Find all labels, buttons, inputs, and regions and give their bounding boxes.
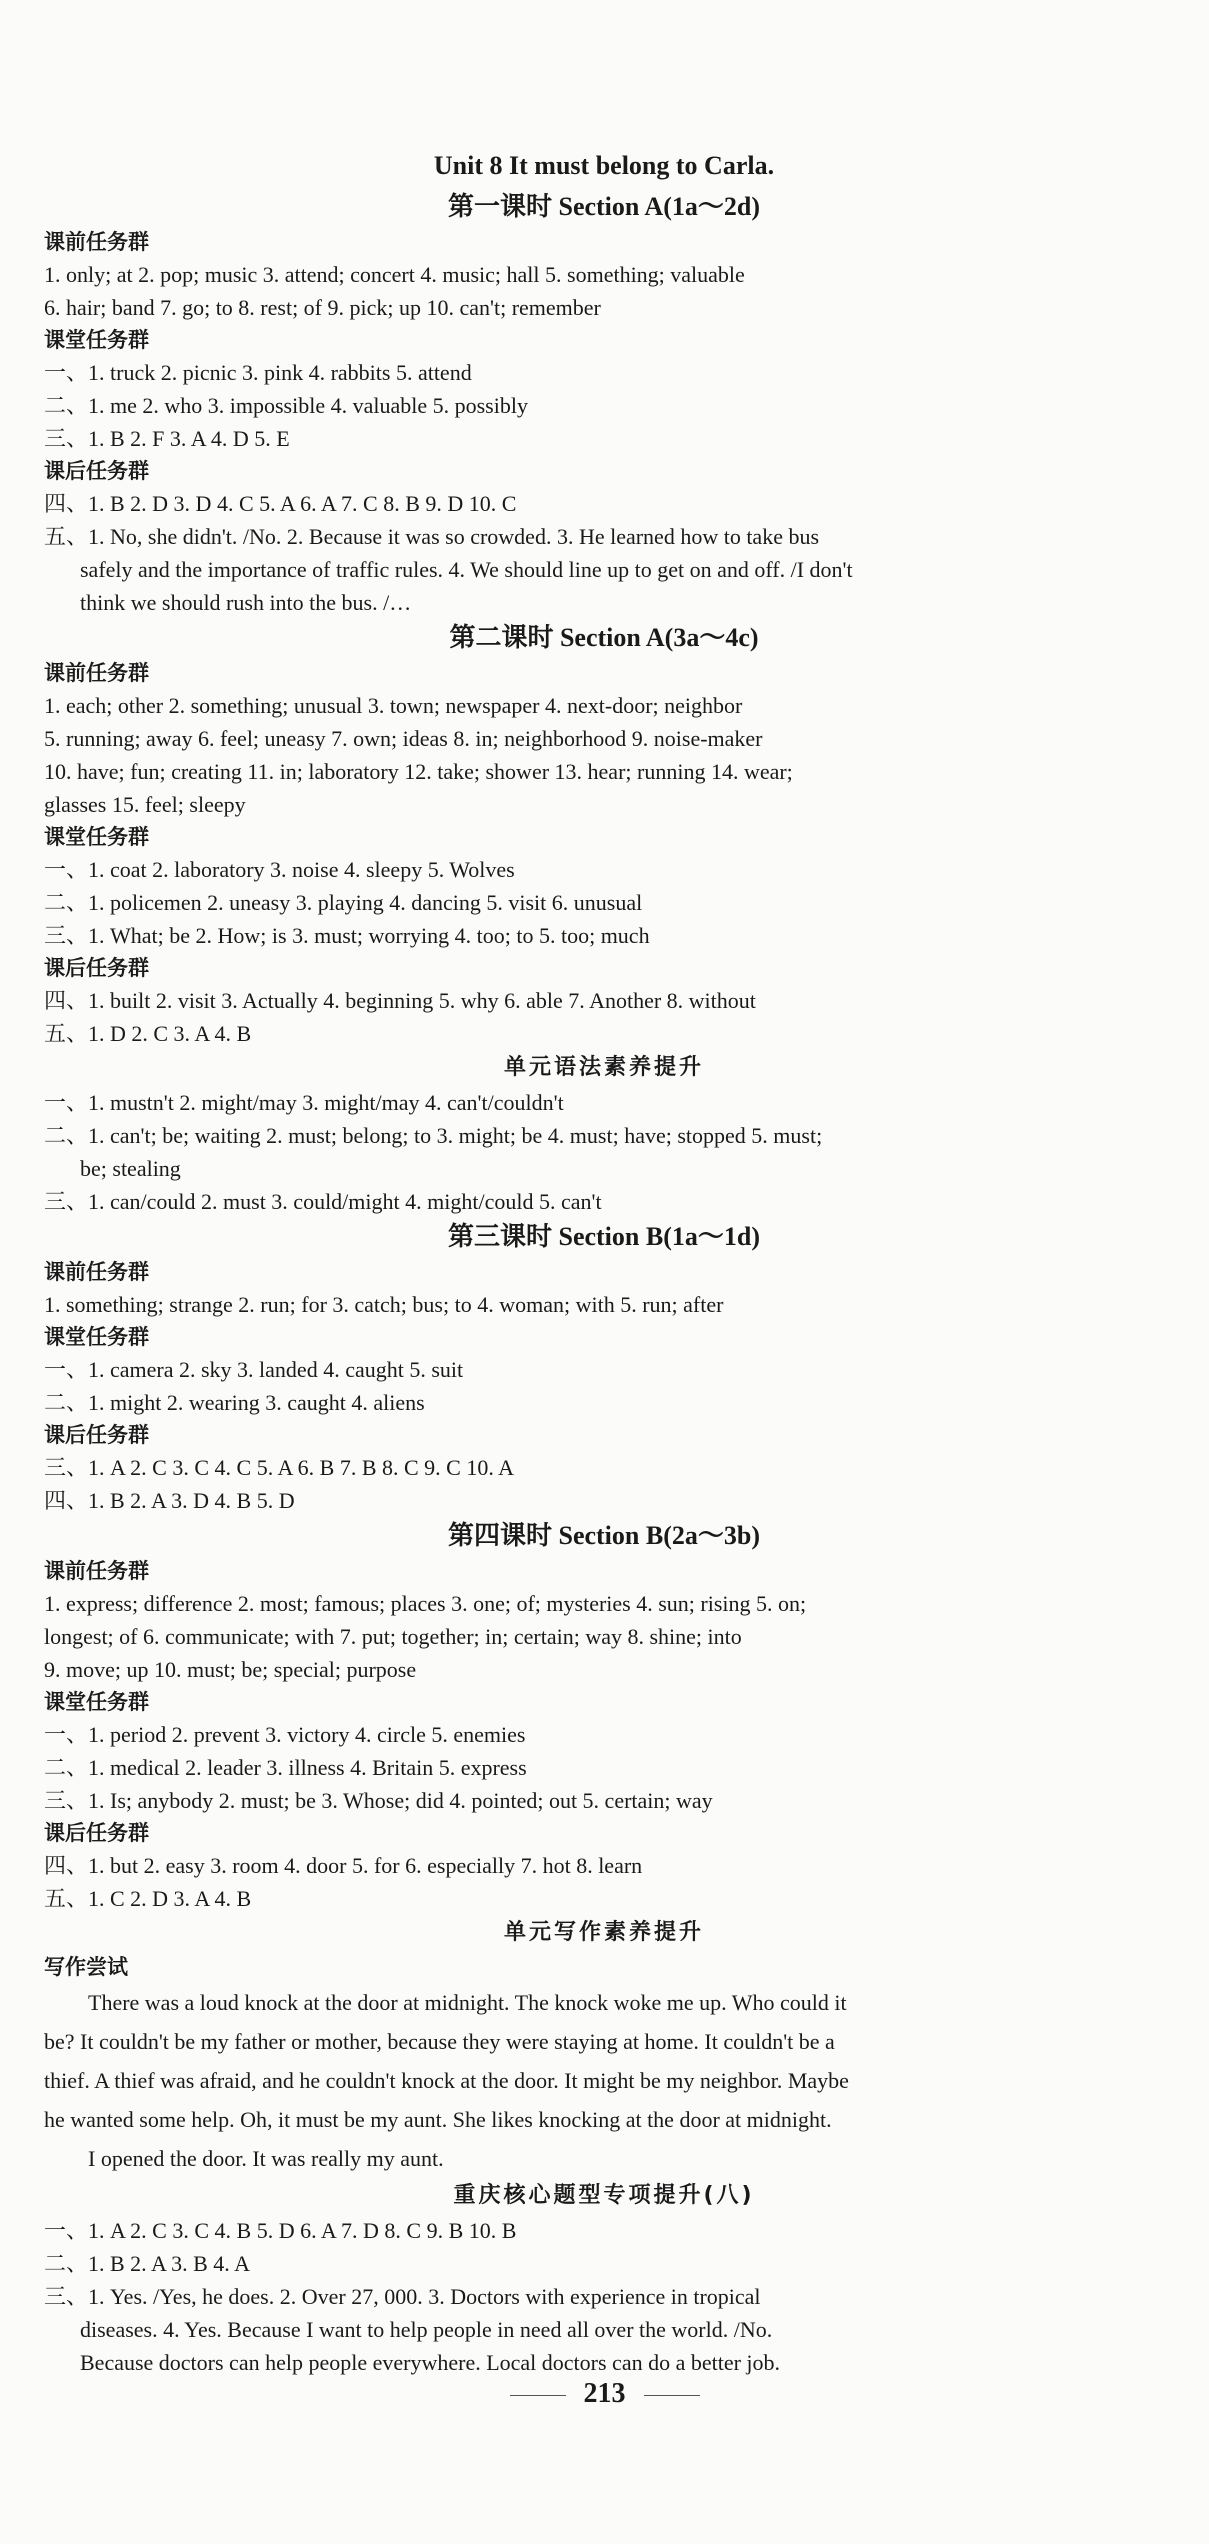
grammar-section-title: 单元语法素养提升 [503, 1055, 704, 1080]
heading: 课前任务群 [44, 661, 149, 685]
answer-line: 二、1. me 2. who 3. impossible 4. valuable 5. possibly [44, 393, 528, 418]
essay-line: thief. A thief was afraid, and he couldn't knock at the door. It might be my neighbor. Maybe [44, 2068, 849, 2093]
essay-line: I opened the door. It was really my aunt. [88, 2146, 444, 2171]
heading: 课堂任务群 [44, 1325, 149, 1349]
answer-line: 三、1. A 2. C 3. C 4. C 5. A 6. B 7. B 8. C 9. C 10. A [44, 1455, 515, 1480]
answer-line: 一、1. coat 2. laboratory 3. noise 4. sleepy 5. Wolves [44, 857, 515, 882]
heading: 课后任务群 [44, 1821, 149, 1845]
answer-line: 三、1. Yes. /Yes, he does. 2. Over 27, 000. 3. Doctors with experience in tropical [44, 2284, 761, 2309]
unit-title: Unit 8 It must belong to Carla. [433, 151, 775, 180]
left-dash [510, 2395, 566, 2396]
answer-line: 一、1. truck 2. picnic 3. pink 4. rabbits 5. attend [44, 360, 472, 385]
answer-line: glasses 15. feel; sleepy [44, 792, 246, 817]
page-content [44, 144, 1164, 2379]
answer-line: longest; of 6. communicate; with 7. put; together; in; certain; way 8. shine; into [44, 1624, 742, 1649]
answer-line: 1. only; at 2. pop; music 3. attend; concert 4. music; hall 5. something; valuable [44, 262, 745, 287]
heading: 课前任务群 [44, 230, 149, 254]
answer-line: 10. have; fun; creating 11. in; laboratory 12. take; shower 13. hear; running 14. wear; [44, 759, 793, 784]
answer-line: 五、1. D 2. C 3. A 4. B [44, 1021, 252, 1046]
answer-line: 1. express; difference 2. most; famous; places 3. one; of; mysteries 4. sun; rising 5. on; [44, 1591, 807, 1616]
answer-line: be; stealing [80, 1156, 181, 1181]
essay-line: he wanted some help. Oh, it must be my aunt. She likes knocking at the door at midnight. [44, 2107, 832, 2132]
answer-line: 四、1. but 2. easy 3. room 4. door 5. for 6. especially 7. hot 8. learn [44, 1853, 643, 1878]
heading: 课堂任务群 [44, 1690, 149, 1714]
lesson-4-title: 第四课时 Section B(2a～3b) [447, 1521, 760, 1550]
essay-line: be? It couldn't be my father or mother, because they were staying at home. It couldn't be a [44, 2029, 835, 2054]
answer-line: 四、1. B 2. A 3. D 4. B 5. D [44, 1488, 295, 1513]
answer-line: 一、1. mustn't 2. might/may 3. might/may 4. can't/couldn't [44, 1090, 564, 1115]
answer-line: 二、1. B 2. A 3. B 4. A [44, 2251, 250, 2276]
heading: 课后任务群 [44, 459, 149, 483]
answer-line: 二、1. medical 2. leader 3. illness 4. Britain 5. express [44, 1755, 527, 1780]
chongqing-section-title: 重庆核心题型专项提升(八) [453, 2183, 755, 2208]
heading: 课前任务群 [44, 1559, 149, 1583]
heading: 课堂任务群 [44, 328, 149, 352]
essay-line: There was a loud knock at the door at midnight. The knock woke me up. Who could it [88, 1990, 847, 2015]
answer-line: 1. something; strange 2. run; for 3. catch; bus; to 4. woman; with 5. run; after [44, 1292, 724, 1317]
answer-line: 五、1. No, she didn't. /No. 2. Because it was so crowded. 3. He learned how to take bus [44, 524, 820, 549]
answer-line: Because doctors can help people everywhere. Local doctors can do a better job. [80, 2350, 781, 2375]
answer-line: 6. hair; band 7. go; to 8. rest; of 9. pick; up 10. can't; remember [44, 295, 601, 320]
lesson-2-title: 第二课时 Section A(3a～4c) [449, 623, 759, 652]
page-number-footer [0, 2378, 1209, 2410]
heading: 写作尝试 [44, 1955, 128, 1979]
lesson-1-title: 第一课时 Section A(1a～2d) [447, 192, 760, 221]
answer-line: 9. move; up 10. must; be; special; purpose [44, 1657, 417, 1682]
heading: 课前任务群 [44, 1260, 149, 1284]
heading: 课后任务群 [44, 956, 149, 980]
right-dash [644, 2395, 700, 2396]
page-number: 213 [583, 2378, 626, 2409]
answer-line: 五、1. C 2. D 3. A 4. B [44, 1886, 252, 1911]
answer-line: 5. running; away 6. feel; uneasy 7. own; ideas 8. in; neighborhood 9. noise-maker [44, 726, 763, 751]
answer-line: 一、1. period 2. prevent 3. victory 4. circle 5. enemies [44, 1722, 526, 1747]
answer-line: 1. each; other 2. something; unusual 3. town; newspaper 4. next-door; neighbor [44, 693, 743, 718]
heading: 课后任务群 [44, 1423, 149, 1447]
answer-line: 二、1. might 2. wearing 3. caught 4. aliens [44, 1390, 425, 1415]
answer-line: 三、1. What; be 2. How; is 3. must; worrying 4. too; to 5. too; much [44, 923, 650, 948]
heading: 课堂任务群 [44, 825, 149, 849]
answer-line: 三、1. can/could 2. must 3. could/might 4. might/could 5. can't [44, 1189, 602, 1214]
lesson-3-title: 第三课时 Section B(1a～1d) [447, 1222, 760, 1251]
answer-line: 四、1. B 2. D 3. D 4. C 5. A 6. A 7. C 8. B 9. D 10. C [44, 491, 517, 516]
answer-line: 二、1. policemen 2. uneasy 3. playing 4. dancing 5. visit 6. unusual [44, 890, 643, 915]
answer-line: 二、1. can't; be; waiting 2. must; belong; to 3. might; be 4. must; have; stopped 5. must; [44, 1123, 823, 1148]
answer-line: 三、1. B 2. F 3. A 4. D 5. E [44, 426, 290, 451]
answer-line: 一、1. camera 2. sky 3. landed 4. caught 5. suit [44, 1357, 464, 1382]
answer-line: 四、1. built 2. visit 3. Actually 4. beginning 5. why 6. able 7. Another 8. without [44, 988, 756, 1013]
answer-line: diseases. 4. Yes. Because I want to help people in need all over the world. /No. [80, 2317, 773, 2342]
writing-section-title: 单元写作素养提升 [503, 1920, 704, 1945]
answer-line: 三、1. Is; anybody 2. must; be 3. Whose; did 4. pointed; out 5. certain; way [44, 1788, 713, 1813]
answer-line: think we should rush into the bus. /… [80, 590, 412, 615]
answer-line: safely and the importance of traffic rules. 4. We should line up to get on and off. /I don't [80, 557, 853, 582]
answer-line: 一、1. A 2. C 3. C 4. B 5. D 6. A 7. D 8. C 9. B 10. B [44, 2218, 517, 2243]
